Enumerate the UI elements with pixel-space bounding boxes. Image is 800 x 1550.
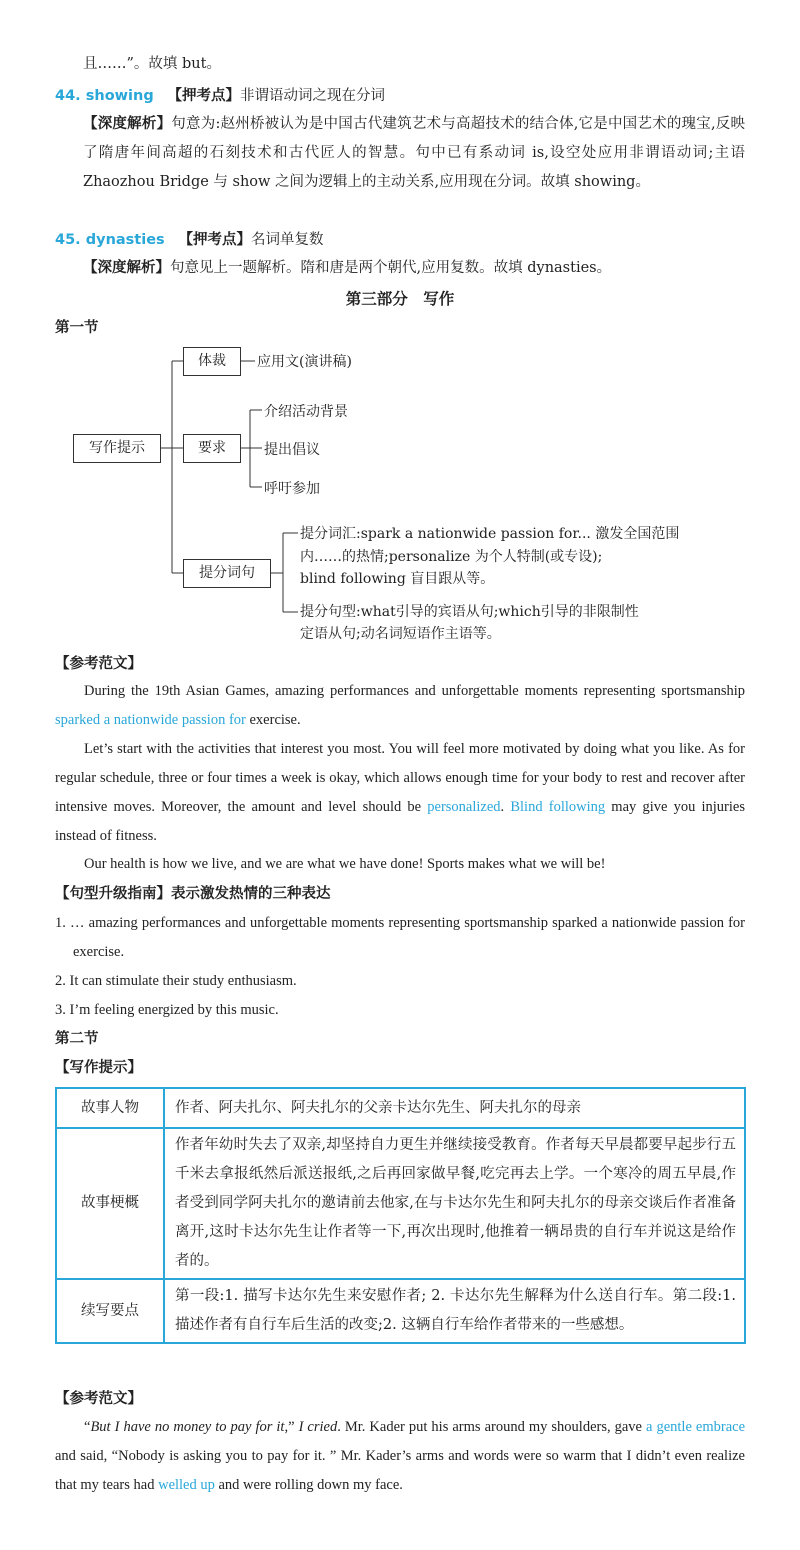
- reference-essay-1-title: 【参考范文】: [55, 656, 142, 672]
- essay2-highlight: a gentle embrace: [646, 1419, 746, 1435]
- essay1-paragraph-1: [55, 677, 745, 735]
- mindmap-req-item: 呼吁参加: [264, 481, 320, 497]
- essay1-text: may give you injuries instead of fitness.: [55, 799, 745, 844]
- mindmap-req-item: 提出倡议: [264, 442, 320, 458]
- table-cell: 作者年幼时失去了双亲,却坚持自力更生并继续接受教育。作者每天早晨都要早起步行五千米去拿报纸然后派送报纸,之后再回家做早餐,吃完再去上学。一个寒冷的周五早晨,作者受到同学阿夫扎尔的邀请前去他家,在与卡达尔先生和阿夫扎尔的母亲交谈后作者准备离开,这时卡达尔先生让作者等一下,再次出现时,他推着一辆昂贵的自行车并说这是给作者的。: [164, 1128, 745, 1279]
- q44-number: 44. showing: [55, 88, 154, 104]
- writing-tips-table: [55, 1087, 746, 1344]
- q44-analysis-tag: 【深度解析】: [83, 116, 172, 132]
- mindmap-root: 写作提示: [73, 434, 161, 463]
- mindmap-vocab-line: 提分词汇:spark a nationwide passion for... 激发全国范围: [300, 526, 680, 542]
- section-2-title: 第二节: [55, 1031, 99, 1047]
- previous-answer-tail: 且……”。故填 but。: [83, 56, 221, 72]
- mindmap-requirement-node: 要求: [183, 434, 241, 463]
- essay2-text: “: [84, 1419, 91, 1435]
- guide-item: 3. I’m feeling energized by this music.: [55, 1002, 279, 1018]
- essay1-highlight: sparked a nationwide passion for: [55, 712, 246, 728]
- q45-tag: 【押考点】: [178, 232, 251, 248]
- table-cell: 作者、阿夫扎尔、阿夫扎尔的父亲卡达尔先生、阿夫扎尔的母亲: [164, 1088, 745, 1128]
- mindmap-sentence-line: 定语从句;动名词短语作主语等。: [300, 626, 501, 642]
- essay1-paragraph-2: [55, 735, 745, 851]
- table-label: 故事梗概: [56, 1128, 164, 1279]
- section-1-title: 第一节: [55, 320, 99, 336]
- essay2-highlight: welled up: [158, 1477, 215, 1493]
- essay1-highlight: Blind following: [510, 799, 606, 815]
- table-row: [56, 1128, 745, 1279]
- essay2-text: and were rolling down my face.: [214, 1477, 403, 1493]
- essay2-paragraph-1: [55, 1413, 745, 1500]
- mindmap-genre: 应用文(演讲稿): [257, 354, 352, 370]
- essay2-italic: But I have no money to pay for it: [90, 1419, 285, 1435]
- mindmap-vocab-line: blind following 盲目跟从等。: [300, 571, 495, 587]
- essay2-italic: I cried: [298, 1419, 338, 1435]
- essay2-text: . Mr. Kader put his arms around my shoulders, gave: [337, 1419, 647, 1435]
- q44-point: 非谓语动词之现在分词: [240, 88, 386, 104]
- essay2-text: ,”: [284, 1419, 295, 1435]
- table-cell: 第一段:1. 描写卡达尔先生来安慰作者; 2. 卡达尔先生解释为什么送自行车。第二段:1. 描述作者有自行车后生活的改变;2. 这辆自行车给作者带来的一些感想。: [164, 1279, 745, 1343]
- guide-item: 1. … amazing performances and unforgettable moments representing sportsmanship sparked a nationwide passion for exercise.: [55, 915, 745, 960]
- essay1-text: .: [500, 799, 511, 815]
- table-row: [56, 1088, 745, 1128]
- mindmap-sentence-node: 提分词句: [183, 559, 271, 588]
- essay1-highlight: personalized: [427, 799, 501, 815]
- essay2-text: and said, “Nobody is asking you to pay for it. ” Mr. Kader’s arms and words were so warm that I didn’t even realize that my tears had: [55, 1448, 745, 1493]
- q45-analysis-text: 句意见上一题解析。隋和唐是两个朝代,应用复数。故填 dynasties。: [170, 260, 612, 276]
- essay1-paragraph-3: Our health is how we live, and we are what we have done! Sports makes what we will be!: [84, 856, 606, 872]
- essay1-text: During the 19th Asian Games, amazing performances and unforgettable moments representing sportsmanship: [84, 683, 745, 699]
- writing-tips-title: 【写作提示】: [55, 1060, 142, 1076]
- q44-tag: 【押考点】: [167, 88, 241, 104]
- q44-analysis-text: 句意为:赵州桥被认为是中国古代建筑艺术与高超技术的结合体,它是中国艺术的瑰宝,反映了隋唐年间高超的石刻技术和古代匠人的智慧。句中已有系动词 is,设空处应用非谓语动词;主语 Zhaozhou Bridge 与 show 之间为逻辑上的主动关系,应用现在分词。故填 showing。: [83, 116, 745, 190]
- part-title: 第三部分 写作: [345, 290, 455, 308]
- mindmap-genre-node: 体裁: [183, 347, 241, 376]
- guide-item: 2. It can stimulate their study enthusiasm.: [55, 973, 297, 989]
- essay1-text: Let’s start with the activities that interest you most. You will feel more motivated by doing what you like. As for regular schedule, three or four times a week is okay, which allows enough time for your body to rest and recover after intensive moves. Moreover, the amount and level should be: [55, 741, 745, 815]
- mindmap-req-item: 介绍活动背景: [264, 404, 348, 420]
- q45-analysis-tag: 【深度解析】: [83, 260, 170, 276]
- q45-number: 45. dynasties: [55, 232, 165, 248]
- table-row: [56, 1279, 745, 1343]
- reference-essay-2-title: 【参考范文】: [55, 1391, 142, 1407]
- table-label: 续写要点: [56, 1279, 164, 1343]
- mindmap-sentence-line: 提分句型:what引导的宾语从句;which引导的非限制性: [300, 604, 639, 620]
- table-label: 故事人物: [56, 1088, 164, 1128]
- sentence-guide-title: 【句型升级指南】表示激发热情的三种表达: [55, 886, 331, 902]
- q45-point: 名词单复数: [251, 232, 324, 248]
- essay1-text: exercise.: [245, 712, 301, 728]
- mindmap-vocab-line: 内……的热情;personalize 为个人特制(或专设);: [300, 549, 603, 565]
